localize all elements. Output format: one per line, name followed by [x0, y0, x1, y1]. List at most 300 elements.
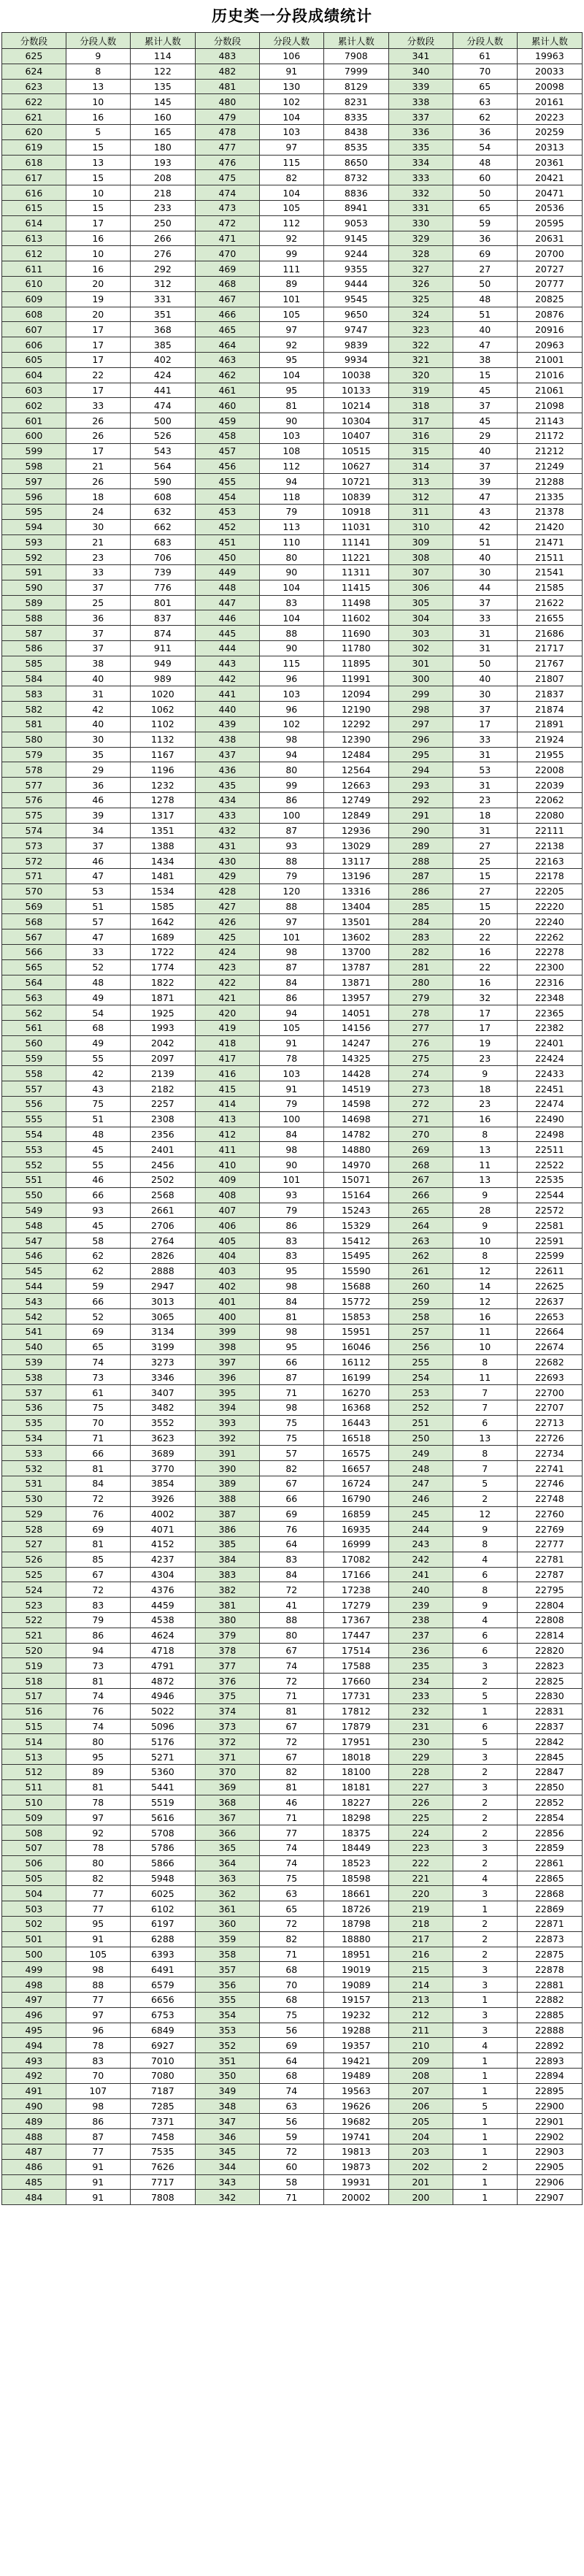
cumulative-count-cell: 22869 — [517, 1901, 582, 1917]
segment-count-cell: 87 — [259, 959, 323, 975]
score-cell: 214 — [388, 1977, 453, 1993]
score-cell: 454 — [195, 489, 259, 505]
score-cell: 323 — [388, 322, 453, 337]
segment-count-cell: 75 — [259, 1430, 323, 1446]
table-row — [2, 1810, 583, 1825]
segment-count-cell: 37 — [66, 580, 130, 595]
score-cell: 424 — [195, 945, 259, 960]
score-cell: 394 — [195, 1400, 259, 1415]
table-row — [2, 1795, 583, 1810]
score-cell: 400 — [195, 1309, 259, 1325]
segment-count-cell: 103 — [259, 686, 323, 702]
cumulative-count-cell: 22777 — [517, 1537, 582, 1552]
cumulative-count-cell: 21717 — [517, 641, 582, 656]
segment-count-cell: 14 — [453, 1279, 517, 1294]
segment-count-cell: 41 — [259, 1598, 323, 1613]
segment-count-cell: 98 — [259, 1142, 323, 1157]
segment-count-cell: 34 — [66, 823, 130, 838]
segment-count-cell: 88 — [259, 626, 323, 641]
cumulative-count-cell: 16368 — [323, 1400, 388, 1415]
segment-count-cell: 31 — [453, 823, 517, 838]
cumulative-count-cell: 19963 — [517, 49, 582, 64]
segment-count-cell: 79 — [259, 1203, 323, 1218]
score-cell: 414 — [195, 1096, 259, 1111]
segment-count-cell: 23 — [453, 1051, 517, 1066]
cumulative-count-cell: 7187 — [130, 2083, 195, 2098]
cumulative-count-cell: 1481 — [130, 869, 195, 884]
segment-count-cell: 3 — [453, 2007, 517, 2023]
score-cell: 434 — [195, 793, 259, 808]
segment-count-cell: 17 — [453, 1021, 517, 1036]
cumulative-count-cell: 7999 — [323, 64, 388, 79]
table-row — [2, 155, 583, 170]
score-cell: 524 — [2, 1582, 66, 1598]
score-cell: 390 — [195, 1461, 259, 1476]
score-cell: 479 — [195, 110, 259, 125]
segment-count-cell: 16 — [453, 1111, 517, 1127]
table-row — [2, 1248, 583, 1263]
score-cell: 573 — [2, 838, 66, 854]
cumulative-count-cell: 7535 — [130, 2144, 195, 2159]
table-row — [2, 276, 583, 291]
header-cumulative-count-2: 累计人数 — [323, 33, 388, 49]
segment-count-cell: 38 — [453, 352, 517, 367]
cumulative-count-cell: 15243 — [323, 1203, 388, 1218]
score-cell: 557 — [2, 1081, 66, 1097]
cumulative-count-cell: 20259 — [517, 124, 582, 139]
cumulative-count-cell: 22693 — [517, 1370, 582, 1385]
score-cell: 310 — [388, 519, 453, 534]
segment-count-cell: 88 — [259, 1613, 323, 1628]
cumulative-count-cell: 22906 — [517, 2174, 582, 2190]
score-cell: 225 — [388, 1810, 453, 1825]
cumulative-count-cell: 1062 — [130, 702, 195, 717]
score-cell: 530 — [2, 1491, 66, 1506]
score-cell: 580 — [2, 732, 66, 747]
score-cell: 392 — [195, 1430, 259, 1446]
segment-count-cell: 62 — [453, 110, 517, 125]
table-row — [2, 1779, 583, 1795]
segment-count-cell: 92 — [66, 1825, 130, 1841]
segment-count-cell: 103 — [259, 1066, 323, 1081]
segment-count-cell: 67 — [66, 1567, 130, 1582]
segment-count-cell: 31 — [66, 686, 130, 702]
cumulative-count-cell: 3273 — [130, 1354, 195, 1370]
cumulative-count-cell: 1317 — [130, 808, 195, 823]
segment-count-cell: 16 — [453, 975, 517, 990]
cumulative-count-cell: 22885 — [517, 2007, 582, 2023]
score-distribution-table — [1, 32, 583, 2205]
score-cell: 471 — [195, 231, 259, 246]
cumulative-count-cell: 17279 — [323, 1598, 388, 1613]
score-cell: 446 — [195, 610, 259, 626]
segment-count-cell: 64 — [259, 1537, 323, 1552]
cumulative-count-cell: 16270 — [323, 1385, 388, 1400]
score-cell: 363 — [195, 1871, 259, 1886]
cumulative-count-cell: 837 — [130, 610, 195, 626]
score-cell: 421 — [195, 990, 259, 1005]
table-row — [2, 580, 583, 595]
cumulative-count-cell: 22700 — [517, 1385, 582, 1400]
table-row — [2, 1263, 583, 1279]
score-cell: 600 — [2, 428, 66, 443]
segment-count-cell: 82 — [66, 1871, 130, 1886]
score-cell: 572 — [2, 854, 66, 869]
segment-count-cell: 45 — [453, 383, 517, 398]
segment-count-cell: 81 — [66, 1779, 130, 1795]
score-cell: 212 — [388, 2007, 453, 2023]
cumulative-count-cell: 22637 — [517, 1294, 582, 1309]
segment-count-cell: 95 — [259, 352, 323, 367]
segment-count-cell: 93 — [66, 1203, 130, 1218]
cumulative-count-cell: 5786 — [130, 1841, 195, 1856]
segment-count-cell: 37 — [453, 595, 517, 610]
score-cell: 364 — [195, 1855, 259, 1871]
score-cell: 289 — [388, 838, 453, 854]
cumulative-count-cell: 19019 — [323, 1962, 388, 1977]
score-cell: 375 — [195, 1689, 259, 1704]
score-cell: 509 — [2, 1810, 66, 1825]
segment-count-cell: 1 — [453, 2114, 517, 2129]
score-cell: 396 — [195, 1370, 259, 1385]
table-header-row — [2, 33, 583, 49]
score-cell: 513 — [2, 1749, 66, 1765]
segment-count-cell: 91 — [66, 2174, 130, 2190]
cumulative-count-cell: 22856 — [517, 1825, 582, 1841]
table-row — [2, 899, 583, 914]
score-cell: 527 — [2, 1537, 66, 1552]
cumulative-count-cell: 17447 — [323, 1628, 388, 1643]
cumulative-count-cell: 9444 — [323, 276, 388, 291]
table-row — [2, 1400, 583, 1415]
cumulative-count-cell: 22888 — [517, 2023, 582, 2038]
segment-count-cell: 33 — [66, 945, 130, 960]
segment-count-cell: 85 — [66, 1552, 130, 1567]
score-cell: 516 — [2, 1703, 66, 1719]
score-cell: 535 — [2, 1415, 66, 1430]
segment-count-cell: 61 — [66, 1385, 130, 1400]
score-cell: 519 — [2, 1658, 66, 1674]
cumulative-count-cell: 18298 — [323, 1810, 388, 1825]
table-row — [2, 550, 583, 565]
cumulative-count-cell: 20033 — [517, 64, 582, 79]
segment-count-cell: 63 — [259, 1886, 323, 1901]
cumulative-count-cell: 4624 — [130, 1628, 195, 1643]
segment-count-cell: 69 — [66, 1324, 130, 1339]
score-cell: 481 — [195, 79, 259, 94]
cumulative-count-cell: 16518 — [323, 1430, 388, 1446]
cumulative-count-cell: 9839 — [323, 337, 388, 353]
cumulative-count-cell: 22868 — [517, 1886, 582, 1901]
cumulative-count-cell: 6753 — [130, 2007, 195, 2023]
cumulative-count-cell: 2502 — [130, 1172, 195, 1187]
table-body — [2, 49, 583, 2205]
score-cell: 408 — [195, 1187, 259, 1203]
cumulative-count-cell: 13196 — [323, 869, 388, 884]
segment-count-cell: 51 — [66, 1111, 130, 1127]
segment-count-cell: 1 — [453, 2174, 517, 2190]
score-cell: 550 — [2, 1187, 66, 1203]
cumulative-count-cell: 19563 — [323, 2083, 388, 2098]
segment-count-cell: 71 — [259, 1385, 323, 1400]
score-cell: 415 — [195, 1081, 259, 1097]
segment-count-cell: 92 — [259, 231, 323, 246]
header-score-range-2: 分数段 — [195, 33, 259, 49]
table-row — [2, 2083, 583, 2098]
score-cell: 504 — [2, 1886, 66, 1901]
cumulative-count-cell: 20313 — [517, 139, 582, 155]
score-cell: 341 — [388, 49, 453, 64]
table-row — [2, 398, 583, 413]
score-cell: 431 — [195, 838, 259, 854]
cumulative-count-cell: 13404 — [323, 899, 388, 914]
cumulative-count-cell: 4002 — [130, 1506, 195, 1522]
cumulative-count-cell: 22905 — [517, 2159, 582, 2174]
segment-count-cell: 81 — [259, 1309, 323, 1325]
cumulative-count-cell: 17879 — [323, 1719, 388, 1734]
cumulative-count-cell: 1434 — [130, 854, 195, 869]
segment-count-cell: 66 — [259, 1354, 323, 1370]
cumulative-count-cell: 218 — [130, 185, 195, 201]
cumulative-count-cell: 11415 — [323, 580, 388, 595]
cumulative-count-cell: 16575 — [323, 1446, 388, 1461]
segment-count-cell: 87 — [66, 2129, 130, 2144]
segment-count-cell: 17 — [66, 322, 130, 337]
cumulative-count-cell: 21098 — [517, 398, 582, 413]
score-cell: 277 — [388, 1021, 453, 1036]
score-cell: 498 — [2, 1977, 66, 1993]
cumulative-count-cell: 21016 — [517, 367, 582, 383]
cumulative-count-cell: 19089 — [323, 1977, 388, 1993]
cumulative-count-cell: 22878 — [517, 1962, 582, 1977]
cumulative-count-cell: 10407 — [323, 428, 388, 443]
cumulative-count-cell: 12663 — [323, 778, 388, 793]
segment-count-cell: 3 — [453, 1962, 517, 1977]
segment-count-cell: 22 — [66, 367, 130, 383]
cumulative-count-cell: 20727 — [517, 261, 582, 277]
segment-count-cell: 47 — [453, 337, 517, 353]
score-cell: 537 — [2, 1385, 66, 1400]
cumulative-count-cell: 16935 — [323, 1522, 388, 1537]
cumulative-count-cell: 22572 — [517, 1203, 582, 1218]
score-cell: 213 — [388, 1993, 453, 2008]
table-row — [2, 337, 583, 353]
cumulative-count-cell: 4459 — [130, 1598, 195, 1613]
table-row — [2, 990, 583, 1005]
segment-count-cell: 102 — [259, 717, 323, 732]
cumulative-count-cell: 12484 — [323, 747, 388, 762]
score-cell: 522 — [2, 1613, 66, 1628]
segment-count-cell: 81 — [66, 1674, 130, 1689]
segment-count-cell: 95 — [66, 1917, 130, 1932]
score-cell: 560 — [2, 1035, 66, 1051]
segment-count-cell: 39 — [453, 474, 517, 489]
segment-count-cell: 80 — [66, 1734, 130, 1749]
cumulative-count-cell: 22795 — [517, 1582, 582, 1598]
segment-count-cell: 1 — [453, 2144, 517, 2159]
cumulative-count-cell: 17082 — [323, 1552, 388, 1567]
score-cell: 506 — [2, 1855, 66, 1871]
cumulative-count-cell: 22424 — [517, 1051, 582, 1066]
segment-count-cell: 105 — [259, 200, 323, 215]
segment-count-cell: 81 — [66, 1461, 130, 1476]
segment-count-cell: 33 — [66, 565, 130, 580]
table-row — [2, 1613, 583, 1628]
score-cell: 565 — [2, 959, 66, 975]
score-cell: 224 — [388, 1825, 453, 1841]
score-cell: 571 — [2, 869, 66, 884]
cumulative-count-cell: 1534 — [130, 883, 195, 899]
cumulative-count-cell: 1585 — [130, 899, 195, 914]
score-cell: 599 — [2, 443, 66, 459]
score-cell: 207 — [388, 2083, 453, 2098]
segment-count-cell: 88 — [259, 899, 323, 914]
score-cell: 455 — [195, 474, 259, 489]
cumulative-count-cell: 12749 — [323, 793, 388, 808]
table-row — [2, 352, 583, 367]
score-cell: 423 — [195, 959, 259, 975]
segment-count-cell: 31 — [453, 626, 517, 641]
segment-count-cell: 49 — [66, 1035, 130, 1051]
segment-count-cell: 72 — [259, 1734, 323, 1749]
table-row — [2, 914, 583, 929]
score-cell: 237 — [388, 1628, 453, 1643]
segment-count-cell: 16 — [453, 945, 517, 960]
segment-count-cell: 96 — [66, 2023, 130, 2038]
score-cell: 621 — [2, 110, 66, 125]
score-cell: 625 — [2, 49, 66, 64]
cumulative-count-cell: 5519 — [130, 1795, 195, 1810]
cumulative-count-cell: 1020 — [130, 686, 195, 702]
segment-count-cell: 13 — [453, 1430, 517, 1446]
cumulative-count-cell: 1132 — [130, 732, 195, 747]
score-cell: 444 — [195, 641, 259, 656]
cumulative-count-cell: 662 — [130, 519, 195, 534]
table-row — [2, 1841, 583, 1856]
table-row — [2, 2023, 583, 2038]
score-cell: 230 — [388, 1734, 453, 1749]
cumulative-count-cell: 21061 — [517, 383, 582, 398]
cumulative-count-cell: 1871 — [130, 990, 195, 1005]
score-cell: 350 — [195, 2068, 259, 2083]
score-cell: 457 — [195, 443, 259, 459]
score-cell: 507 — [2, 1841, 66, 1856]
cumulative-count-cell: 22707 — [517, 1400, 582, 1415]
score-cell: 501 — [2, 1931, 66, 1947]
segment-count-cell: 70 — [259, 1977, 323, 1993]
table-row — [2, 1187, 583, 1203]
score-cell: 543 — [2, 1294, 66, 1309]
segment-count-cell: 2 — [453, 1810, 517, 1825]
score-cell: 297 — [388, 717, 453, 732]
table-row — [2, 489, 583, 505]
cumulative-count-cell: 20421 — [517, 170, 582, 185]
score-cell: 426 — [195, 914, 259, 929]
segment-count-cell: 104 — [259, 110, 323, 125]
segment-count-cell: 76 — [259, 1522, 323, 1537]
segment-count-cell: 16 — [66, 261, 130, 277]
cumulative-count-cell: 22825 — [517, 1674, 582, 1689]
segment-count-cell: 48 — [453, 155, 517, 170]
segment-count-cell: 57 — [66, 914, 130, 929]
score-cell: 204 — [388, 2129, 453, 2144]
score-cell: 518 — [2, 1674, 66, 1689]
segment-count-cell: 91 — [66, 2190, 130, 2205]
score-cell: 556 — [2, 1096, 66, 1111]
cumulative-count-cell: 6102 — [130, 1901, 195, 1917]
cumulative-count-cell: 2182 — [130, 1081, 195, 1097]
cumulative-count-cell: 22220 — [517, 899, 582, 914]
score-cell: 515 — [2, 1719, 66, 1734]
segment-count-cell: 5 — [453, 1734, 517, 1749]
score-cell: 360 — [195, 1917, 259, 1932]
score-cell: 282 — [388, 945, 453, 960]
table-row — [2, 1825, 583, 1841]
score-cell: 401 — [195, 1294, 259, 1309]
segment-count-cell: 65 — [259, 1901, 323, 1917]
cumulative-count-cell: 22544 — [517, 1187, 582, 1203]
score-cell: 427 — [195, 899, 259, 914]
segment-count-cell: 51 — [453, 307, 517, 322]
score-cell: 610 — [2, 276, 66, 291]
score-cell: 239 — [388, 1598, 453, 1613]
segment-count-cell: 30 — [66, 519, 130, 534]
segment-count-cell: 4 — [453, 1871, 517, 1886]
score-cell: 422 — [195, 975, 259, 990]
cumulative-count-cell: 7285 — [130, 2098, 195, 2114]
segment-count-cell: 65 — [66, 1339, 130, 1354]
cumulative-count-cell: 6491 — [130, 1962, 195, 1977]
segment-count-cell: 26 — [66, 428, 130, 443]
score-cell: 553 — [2, 1142, 66, 1157]
segment-count-cell: 84 — [259, 1127, 323, 1142]
score-cell: 235 — [388, 1658, 453, 1674]
score-cell: 453 — [195, 504, 259, 519]
segment-count-cell: 98 — [259, 945, 323, 960]
table-row — [2, 367, 583, 383]
score-cell: 311 — [388, 504, 453, 519]
cumulative-count-cell: 1925 — [130, 1005, 195, 1021]
segment-count-cell: 55 — [66, 1051, 130, 1066]
score-cell: 462 — [195, 367, 259, 383]
cumulative-count-cell: 20631 — [517, 231, 582, 246]
segment-count-cell: 2 — [453, 1855, 517, 1871]
segment-count-cell: 22 — [453, 959, 517, 975]
cumulative-count-cell: 22804 — [517, 1598, 582, 1613]
segment-count-cell: 94 — [259, 1005, 323, 1021]
segment-count-cell: 70 — [453, 64, 517, 79]
segment-count-cell: 37 — [66, 641, 130, 656]
cumulative-count-cell: 10918 — [323, 504, 388, 519]
segment-count-cell: 97 — [66, 2007, 130, 2023]
segment-count-cell: 3 — [453, 1658, 517, 1674]
cumulative-count-cell: 21420 — [517, 519, 582, 534]
segment-count-cell: 50 — [453, 276, 517, 291]
score-cell: 436 — [195, 762, 259, 778]
segment-count-cell: 54 — [66, 1005, 130, 1021]
segment-count-cell: 42 — [66, 1066, 130, 1081]
table-row — [2, 383, 583, 398]
cumulative-count-cell: 21172 — [517, 428, 582, 443]
score-cell: 298 — [388, 702, 453, 717]
score-cell: 369 — [195, 1779, 259, 1795]
segment-count-cell: 8 — [453, 1127, 517, 1142]
score-cell: 288 — [388, 854, 453, 869]
segment-count-cell: 98 — [259, 1400, 323, 1415]
segment-count-cell: 12 — [453, 1506, 517, 1522]
segment-count-cell: 16 — [66, 110, 130, 125]
cumulative-count-cell: 22748 — [517, 1491, 582, 1506]
